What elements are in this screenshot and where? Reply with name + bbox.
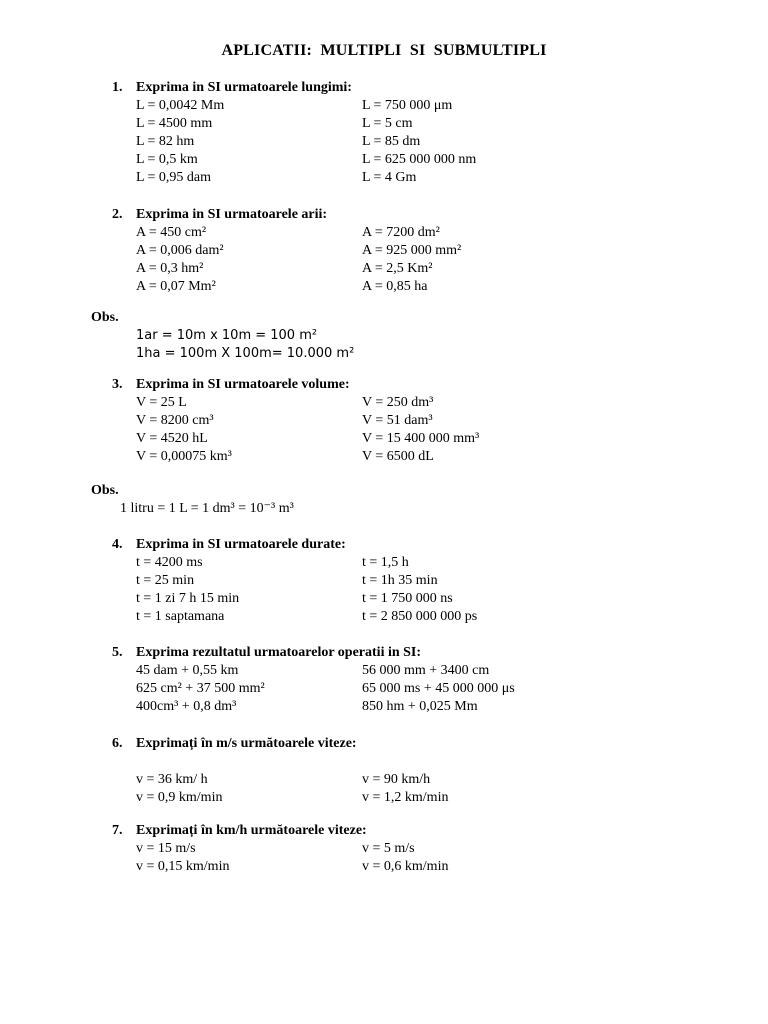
item-left: t = 4200 ms bbox=[136, 555, 203, 570]
item-left: V = 4520 hL bbox=[136, 431, 208, 446]
item-right: 850 hm + 0,025 Mm bbox=[362, 699, 478, 714]
exercise-row bbox=[0, 224, 768, 242]
exercise-title: Exprima in SI urmatoarele durate: bbox=[136, 537, 346, 552]
exercise-row bbox=[0, 133, 768, 151]
exercise-items bbox=[0, 662, 768, 716]
item-right: v = 1,2 km/min bbox=[362, 790, 449, 805]
item-right: A = 0,85 ha bbox=[362, 279, 428, 294]
item-right: t = 1h 35 min bbox=[362, 573, 438, 588]
exercise-row bbox=[0, 115, 768, 133]
exercise-title: Exprimați în m/s următoarele viteze: bbox=[136, 736, 357, 751]
exercise-number: 7. bbox=[112, 823, 123, 838]
obs-line-ha: 1ha = 100m X 100m= 10.000 m² bbox=[136, 346, 355, 361]
exercise-heading bbox=[0, 735, 768, 753]
page-title: APLICATII: MULTIPLI SI SUBMULTIPLI bbox=[221, 42, 547, 59]
item-right: t = 1 750 000 ns bbox=[362, 591, 453, 606]
item-left: A = 0,006 dam² bbox=[136, 243, 224, 258]
exercise-row bbox=[0, 698, 768, 716]
exercise-number: 5. bbox=[112, 645, 123, 660]
obs-block-arii bbox=[0, 309, 768, 363]
exercise-title: Exprima in SI urmatoarele volume: bbox=[136, 377, 350, 392]
obs-line-litru: 1 litru = 1 L = 1 dm³ = 10⁻³ m³ bbox=[120, 501, 294, 516]
item-right: v = 5 m/s bbox=[362, 841, 415, 856]
item-right: L = 4 Gm bbox=[362, 170, 417, 185]
exercise-number: 6. bbox=[112, 736, 123, 751]
exercise-title: Exprima in SI urmatoarele arii: bbox=[136, 207, 328, 222]
exercise-number: 1. bbox=[112, 80, 123, 95]
item-right: A = 2,5 Km² bbox=[362, 261, 433, 276]
exercise-row bbox=[0, 394, 768, 412]
exercise-heading bbox=[0, 536, 768, 554]
item-right: v = 90 km/h bbox=[362, 772, 431, 787]
obs-line-ar: 1ar = 10m x 10m = 100 m² bbox=[136, 328, 318, 343]
item-left: L = 0,0042 Mm bbox=[136, 98, 225, 113]
item-right: L = 625 000 000 nm bbox=[362, 152, 477, 167]
section-durate bbox=[0, 536, 768, 626]
exercise-row bbox=[0, 608, 768, 626]
obs-block-litru bbox=[0, 482, 768, 518]
exercise-row bbox=[0, 662, 768, 680]
exercise-row bbox=[0, 242, 768, 260]
exercise-items bbox=[0, 224, 768, 296]
section-operatii bbox=[0, 644, 768, 716]
item-left: 45 dam + 0,55 km bbox=[136, 663, 239, 678]
exercise-items bbox=[0, 97, 768, 187]
item-left: t = 25 min bbox=[136, 573, 195, 588]
item-left: A = 0,3 hm² bbox=[136, 261, 204, 276]
item-left: v = 15 m/s bbox=[136, 841, 196, 856]
section-lungimi bbox=[0, 79, 768, 187]
section-arii bbox=[0, 206, 768, 296]
item-left: V = 25 L bbox=[136, 395, 187, 410]
obs-label: Obs. bbox=[91, 310, 119, 325]
item-left: V = 0,00075 km³ bbox=[136, 449, 232, 464]
item-left: t = 1 zi 7 h 15 min bbox=[136, 591, 240, 606]
item-left: L = 82 hm bbox=[136, 134, 195, 149]
exercise-row bbox=[0, 260, 768, 278]
exercise-title: Exprima in SI urmatoarele lungimi: bbox=[136, 80, 352, 95]
item-left: 400cm³ + 0,8 dm³ bbox=[136, 699, 237, 714]
exercise-row bbox=[0, 572, 768, 590]
item-right: t = 2 850 000 000 ps bbox=[362, 609, 478, 624]
section-viteze-kmh bbox=[0, 822, 768, 876]
item-right: 56 000 mm + 3400 cm bbox=[362, 663, 490, 678]
item-left: L = 0,95 dam bbox=[136, 170, 212, 185]
exercise-number: 4. bbox=[112, 537, 123, 552]
exercise-row bbox=[0, 789, 768, 807]
exercise-items bbox=[0, 840, 768, 876]
item-right: t = 1,5 h bbox=[362, 555, 409, 570]
item-right: V = 15 400 000 mm³ bbox=[362, 431, 480, 446]
exercise-row bbox=[0, 151, 768, 169]
item-right: L = 5 cm bbox=[362, 116, 413, 131]
item-right: V = 51 dam³ bbox=[362, 413, 433, 428]
item-right: V = 250 dm³ bbox=[362, 395, 434, 410]
exercise-row bbox=[0, 97, 768, 115]
item-left: L = 0,5 km bbox=[136, 152, 198, 167]
item-left: v = 0,15 km/min bbox=[136, 859, 230, 874]
item-right: L = 85 dm bbox=[362, 134, 421, 149]
exercise-row bbox=[0, 554, 768, 572]
item-left: 625 cm² + 37 500 mm² bbox=[136, 681, 265, 696]
section-volume bbox=[0, 376, 768, 466]
exercise-row bbox=[0, 278, 768, 296]
item-right: A = 925 000 mm² bbox=[362, 243, 462, 258]
exercise-heading bbox=[0, 79, 768, 97]
item-right: v = 0,6 km/min bbox=[362, 859, 449, 874]
item-left: v = 0,9 km/min bbox=[136, 790, 223, 805]
exercise-heading bbox=[0, 206, 768, 224]
obs-label: Obs. bbox=[91, 483, 119, 498]
item-left: A = 0,07 Mm² bbox=[136, 279, 216, 294]
exercise-row bbox=[0, 169, 768, 187]
exercise-row bbox=[0, 430, 768, 448]
item-left: v = 36 km/ h bbox=[136, 772, 208, 787]
item-right: A = 7200 dm² bbox=[362, 225, 440, 240]
section-viteze-ms bbox=[0, 735, 768, 807]
exercise-row bbox=[0, 448, 768, 466]
item-left: t = 1 saptamana bbox=[136, 609, 225, 624]
exercise-heading bbox=[0, 822, 768, 840]
spacer bbox=[0, 753, 768, 771]
exercise-heading bbox=[0, 644, 768, 662]
exercise-row bbox=[0, 680, 768, 698]
item-right: V = 6500 dL bbox=[362, 449, 434, 464]
exercise-row bbox=[0, 590, 768, 608]
exercise-row bbox=[0, 412, 768, 430]
exercise-title: Exprimați în km/h următoarele viteze: bbox=[136, 823, 367, 838]
exercise-items bbox=[0, 394, 768, 466]
exercise-row bbox=[0, 771, 768, 789]
exercise-row bbox=[0, 858, 768, 876]
item-left: A = 450 cm² bbox=[136, 225, 207, 240]
item-right: L = 750 000 μm bbox=[362, 98, 453, 113]
exercise-items bbox=[0, 771, 768, 807]
exercise-number: 3. bbox=[112, 377, 123, 392]
exercise-heading bbox=[0, 376, 768, 394]
exercise-title: Exprima rezultatul urmatoarelor operatii in SI: bbox=[136, 645, 422, 660]
exercise-row bbox=[0, 840, 768, 858]
exercise-number: 2. bbox=[112, 207, 123, 222]
exercise-items bbox=[0, 554, 768, 626]
item-left: L = 4500 mm bbox=[136, 116, 213, 131]
item-right: 65 000 ms + 45 000 000 μs bbox=[362, 681, 515, 696]
item-left: V = 8200 cm³ bbox=[136, 413, 214, 428]
